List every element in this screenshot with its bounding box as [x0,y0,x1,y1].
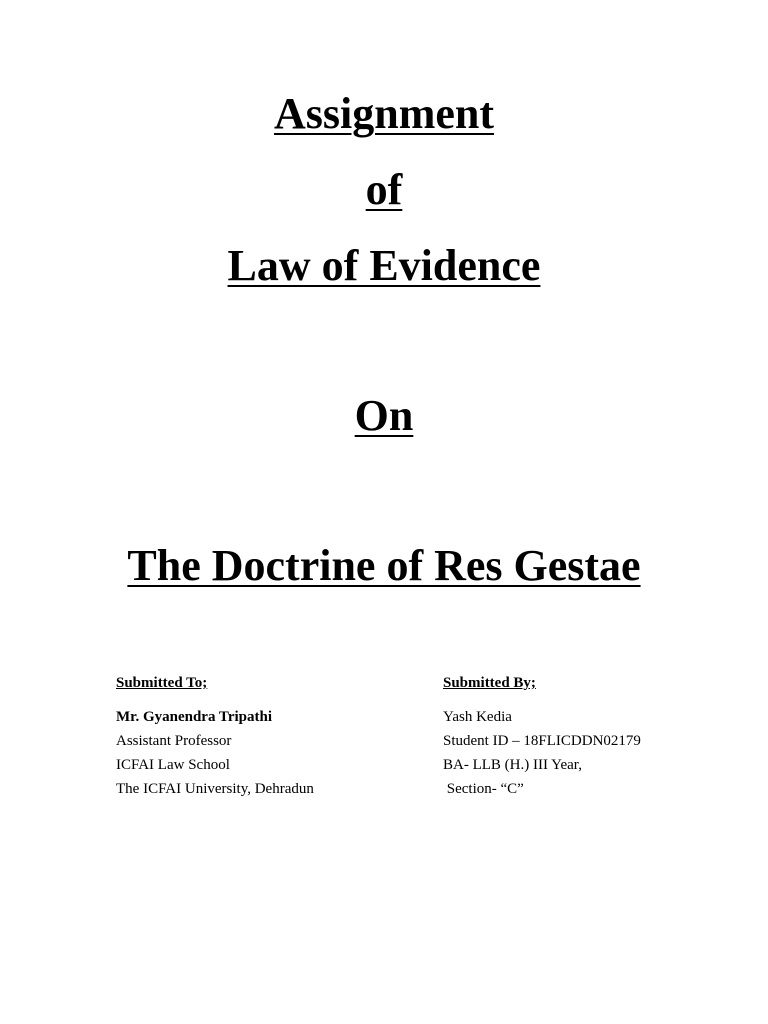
title-assignment-text: Assignment [273,89,495,138]
title-subject [0,240,768,291]
title-topic-text: The Doctrine of Res Gestae [127,541,641,590]
title-subject-text: Law of Evidence [227,241,541,290]
submitted-by-heading: Submitted By; [443,675,536,691]
title-on-text: On [354,391,414,440]
title-assignment [0,88,768,139]
student-section: Section- “C” [443,781,524,797]
supervisor-university: The ICFAI University, Dehradun [116,781,314,797]
title-of [0,164,768,215]
title-on [0,390,768,441]
supervisor-school: ICFAI Law School [116,757,230,773]
supervisor-name: Mr. Gyanendra Tripathi [116,709,272,725]
student-id: Student ID – 18FLICDDN02179 [443,733,641,749]
student-name: Yash Kedia [443,709,512,725]
title-of-text: of [365,165,403,214]
submitted-to-block [116,671,314,801]
submitted-to-heading: Submitted To; [116,675,208,691]
student-program: BA- LLB (H.) III Year, [443,757,582,773]
submitted-by-block [443,671,641,801]
supervisor-designation: Assistant Professor [116,733,232,749]
title-topic [0,540,768,591]
